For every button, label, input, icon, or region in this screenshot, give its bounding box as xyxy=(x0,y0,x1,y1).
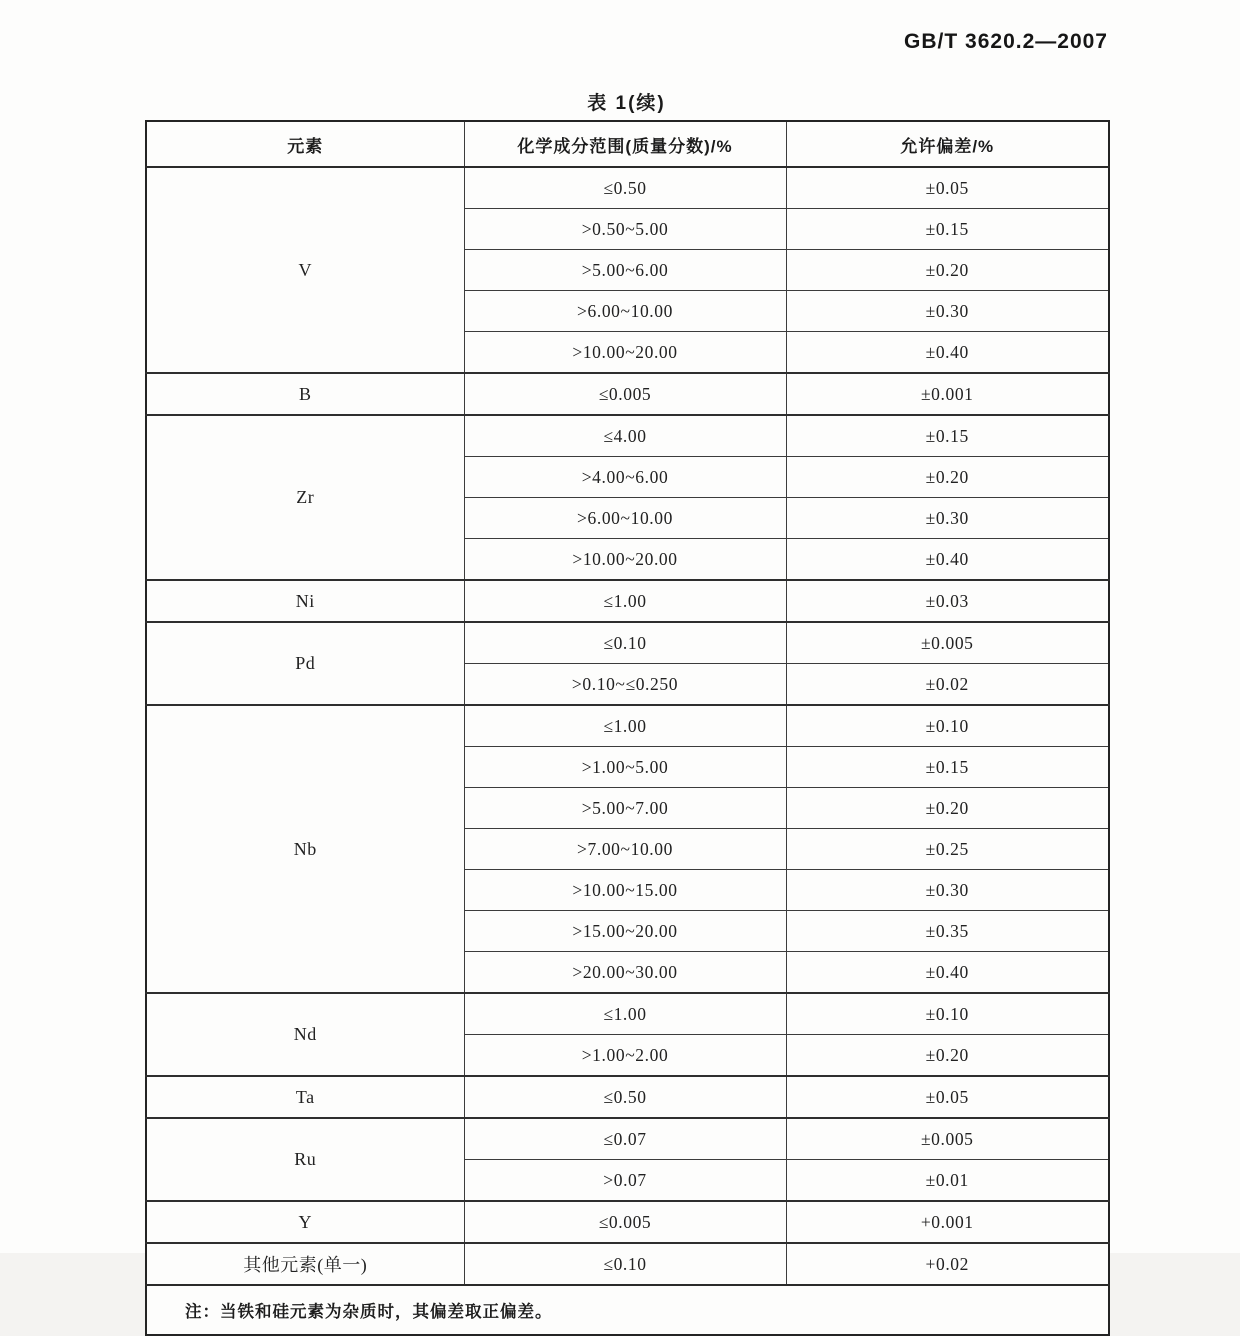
deviation-cell: ±0.20 xyxy=(786,1035,1109,1077)
composition-range-cell: ≤0.005 xyxy=(464,373,786,415)
element-cell: Ru xyxy=(146,1118,464,1201)
deviation-cell: ±0.10 xyxy=(786,993,1109,1035)
deviation-cell: ±0.15 xyxy=(786,747,1109,788)
deviation-cell: ±0.40 xyxy=(786,952,1109,994)
deviation-cell: ±0.001 xyxy=(786,373,1109,415)
composition-range-cell: >1.00~2.00 xyxy=(464,1035,786,1077)
composition-range-cell: >7.00~10.00 xyxy=(464,829,786,870)
deviation-cell: ±0.15 xyxy=(786,415,1109,457)
table-row xyxy=(146,1118,1109,1160)
table-row xyxy=(146,993,1109,1035)
composition-range-cell: >5.00~6.00 xyxy=(464,250,786,291)
deviation-cell: ±0.20 xyxy=(786,788,1109,829)
deviation-cell: ±0.005 xyxy=(786,1118,1109,1160)
composition-range-cell: ≤0.50 xyxy=(464,1076,786,1118)
deviation-cell: ±0.05 xyxy=(786,1076,1109,1118)
deviation-cell: ±0.10 xyxy=(786,705,1109,747)
composition-range-cell: ≤1.00 xyxy=(464,993,786,1035)
deviation-cell: ±0.30 xyxy=(786,870,1109,911)
deviation-cell: ±0.02 xyxy=(786,664,1109,706)
deviation-cell: ±0.05 xyxy=(786,167,1109,209)
element-cell: Ta xyxy=(146,1076,464,1118)
composition-range-cell: >10.00~20.00 xyxy=(464,539,786,581)
composition-range-cell: >5.00~7.00 xyxy=(464,788,786,829)
composition-range-cell: >4.00~6.00 xyxy=(464,457,786,498)
deviation-cell: ±0.25 xyxy=(786,829,1109,870)
composition-range-cell: ≤1.00 xyxy=(464,580,786,622)
deviation-cell: +0.001 xyxy=(786,1201,1109,1243)
deviation-cell: ±0.03 xyxy=(786,580,1109,622)
composition-range-cell: >6.00~10.00 xyxy=(464,498,786,539)
composition-range-cell: >0.07 xyxy=(464,1160,786,1202)
composition-range-cell: ≤1.00 xyxy=(464,705,786,747)
element-cell: B xyxy=(146,373,464,415)
element-cell: Nd xyxy=(146,993,464,1076)
composition-range-cell: >20.00~30.00 xyxy=(464,952,786,994)
composition-range-cell: ≤0.10 xyxy=(464,1243,786,1285)
deviation-cell: ±0.35 xyxy=(786,911,1109,952)
table-row xyxy=(146,415,1109,457)
deviation-cell: ±0.20 xyxy=(786,250,1109,291)
element-cell: Ni xyxy=(146,580,464,622)
element-cell: Nb xyxy=(146,705,464,993)
composition-range-cell: ≤0.10 xyxy=(464,622,786,664)
deviation-cell: +0.02 xyxy=(786,1243,1109,1285)
table-row xyxy=(146,1243,1109,1285)
table-row xyxy=(146,373,1109,415)
composition-range-cell: ≤0.50 xyxy=(464,167,786,209)
deviation-cell: ±0.40 xyxy=(786,332,1109,374)
element-cell: Y xyxy=(146,1201,464,1243)
deviation-cell: ±0.40 xyxy=(786,539,1109,581)
table-row xyxy=(146,622,1109,664)
composition-range-cell: >6.00~10.00 xyxy=(464,291,786,332)
element-cell: V xyxy=(146,167,464,373)
table-row xyxy=(146,705,1109,747)
table-row xyxy=(146,1076,1109,1118)
deviation-cell: ±0.005 xyxy=(786,622,1109,664)
element-cell: 其他元素(单一) xyxy=(146,1243,464,1285)
col-header-deviation: 允许偏差/% xyxy=(786,121,1109,167)
deviation-cell: ±0.01 xyxy=(786,1160,1109,1202)
col-header-element: 元素 xyxy=(146,121,464,167)
col-header-composition-range: 化学成分范围(质量分数)/% xyxy=(464,121,786,167)
table-note-row xyxy=(146,1285,1109,1335)
composition-range-cell: >0.50~5.00 xyxy=(464,209,786,250)
element-cell: Pd xyxy=(146,622,464,705)
table-row xyxy=(146,1201,1109,1243)
composition-range-cell: >0.10~≤0.250 xyxy=(464,664,786,706)
deviation-cell: ±0.30 xyxy=(786,291,1109,332)
composition-range-cell: ≤0.07 xyxy=(464,1118,786,1160)
composition-range-cell: >1.00~5.00 xyxy=(464,747,786,788)
table-header-row xyxy=(146,121,1109,167)
composition-range-cell: >15.00~20.00 xyxy=(464,911,786,952)
standard-number: GB/T 3620.2—2007 xyxy=(904,30,1108,53)
deviation-cell: ±0.30 xyxy=(786,498,1109,539)
table-row xyxy=(146,580,1109,622)
deviation-cell: ±0.15 xyxy=(786,209,1109,250)
table-title: 表 1(续) xyxy=(587,93,666,114)
table-row xyxy=(146,167,1109,209)
composition-range-cell: ≤0.005 xyxy=(464,1201,786,1243)
composition-range-cell: >10.00~20.00 xyxy=(464,332,786,374)
composition-deviation-table xyxy=(145,120,1110,1336)
element-cell: Zr xyxy=(146,415,464,580)
composition-range-cell: >10.00~15.00 xyxy=(464,870,786,911)
table-note: 注：当铁和硅元素为杂质时，其偏差取正偏差。 xyxy=(146,1285,1109,1335)
deviation-cell: ±0.20 xyxy=(786,457,1109,498)
composition-range-cell: ≤4.00 xyxy=(464,415,786,457)
